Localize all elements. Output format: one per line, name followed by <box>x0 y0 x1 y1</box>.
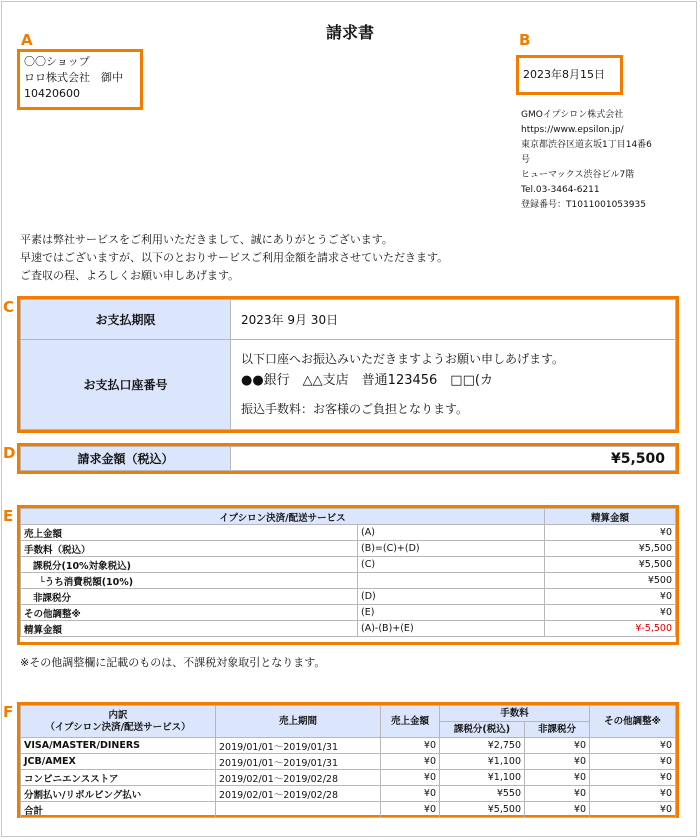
settlement-amount: ¥-5,500 <box>545 621 676 637</box>
settlement-label: └うち消費税額(10%) <box>21 573 358 589</box>
settlement-formula: (B)=(C)+(D) <box>358 541 545 557</box>
breakdown-taxable: ¥1,100 <box>440 770 525 786</box>
greeting-line: 平素は弊社サービスをご利用いただきまして、誠にありがとうございます。 <box>20 233 393 246</box>
breakdown-period: 2019/02/01～2019/02/28 <box>216 770 381 786</box>
header-other: その他調整※ <box>590 706 676 738</box>
settlement-header-amount: 精算金額 <box>545 509 676 525</box>
tax-note: ※その他調整欄に記載のものは、不課税対象取引となります。 <box>20 656 326 669</box>
breakdown-sales: ¥0 <box>381 770 440 786</box>
settlement-label: その他調整※ <box>21 605 358 621</box>
breakdown-item: 合計 <box>21 802 216 818</box>
issuer-company <box>521 108 681 213</box>
total-label: 請求金額（税込） <box>21 447 231 471</box>
total-value: ¥5,500 <box>231 447 676 471</box>
account-number: ●●銀行 △△支店 普通123456 □□(カ <box>241 373 493 388</box>
table-row <box>21 786 676 802</box>
breakdown-table <box>20 705 676 818</box>
header-item <box>21 706 216 738</box>
breakdown-nontax: ¥0 <box>525 754 590 770</box>
account-details <box>231 340 676 430</box>
breakdown-item: コンビニエンスストア <box>21 770 216 786</box>
breakdown-box <box>17 702 679 818</box>
breakdown-other: ¥0 <box>590 802 676 818</box>
table-row <box>21 754 676 770</box>
account-label: お支払口座番号 <box>21 340 231 430</box>
settlement-amount: ¥0 <box>545 525 676 541</box>
settlement-amount: ¥500 <box>545 573 676 589</box>
breakdown-other: ¥0 <box>590 738 676 754</box>
breakdown-taxable: ¥2,750 <box>440 738 525 754</box>
settlement-formula: (A)-(B)+(E) <box>358 621 545 637</box>
total-table <box>20 446 676 471</box>
breakdown-taxable: ¥1,100 <box>440 754 525 770</box>
recipient-company: ロロ株式会社 御中 <box>24 71 123 84</box>
header-fee: 手数料 <box>440 706 590 722</box>
settlement-header-service: イプシロン決済/配送サービス <box>21 509 545 525</box>
settlement-formula: (E) <box>358 605 545 621</box>
transfer-fee-note: 振込手数料：お客様のご負担となります。 <box>241 402 469 416</box>
breakdown-item: 分割払い/リボルビング払い <box>21 786 216 802</box>
breakdown-taxable: ¥550 <box>440 786 525 802</box>
recipient-box <box>17 49 143 110</box>
invoice-title: 請求書 <box>325 23 374 42</box>
breakdown-sales: ¥0 <box>381 786 440 802</box>
account-instruction: 以下口座へお振込みいただきますようお願い申しあげます。 <box>241 352 565 366</box>
company-tel: Tel.03-3464-6211 <box>521 185 600 195</box>
marker-e: E <box>3 507 14 525</box>
breakdown-nontax: ¥0 <box>525 738 590 754</box>
breakdown-other: ¥0 <box>590 786 676 802</box>
total-box <box>17 443 679 474</box>
issue-date: 2023年8月15日 <box>523 68 605 81</box>
settlement-box <box>17 505 679 645</box>
breakdown-item: VISA/MASTER/DINERS <box>21 738 216 754</box>
settlement-formula: (D) <box>358 589 545 605</box>
table-row <box>21 525 676 541</box>
breakdown-period: 2019/01/01～2019/01/31 <box>216 738 381 754</box>
table-row <box>21 573 676 589</box>
company-registration: 登録番号：T1011001053935 <box>521 200 646 210</box>
marker-a: A <box>21 31 33 49</box>
company-url[interactable]: https://www.epsilon.jp/ <box>521 125 624 135</box>
settlement-label: 非課税分 <box>21 589 358 605</box>
header-item-line2: （イプシロン決済/配送サービス） <box>45 721 191 733</box>
breakdown-taxable: ¥5,500 <box>440 802 525 818</box>
settlement-label: 課税分(10%対象税込) <box>21 557 358 573</box>
header-taxable: 課税分(税込) <box>440 722 525 738</box>
breakdown-period: 2019/02/01～2019/02/28 <box>216 786 381 802</box>
settlement-label: 精算金額 <box>21 621 358 637</box>
breakdown-other: ¥0 <box>590 770 676 786</box>
company-address-2: 号 <box>521 155 531 165</box>
greeting-line: 早速ではございますが、以下のとおりサービスご利用金額を請求させていただきます。 <box>20 251 449 264</box>
deadline-value: 2023年 9月 30日 <box>231 300 676 340</box>
settlement-table <box>20 508 676 637</box>
table-row <box>21 557 676 573</box>
breakdown-nontax: ¥0 <box>525 786 590 802</box>
header-item-line1: 内訳 <box>108 709 128 721</box>
settlement-formula: (A) <box>358 525 545 541</box>
settlement-amount: ¥5,500 <box>545 541 676 557</box>
breakdown-sales: ¥0 <box>381 802 440 818</box>
breakdown-period: 2019/01/01～2019/01/31 <box>216 754 381 770</box>
table-row <box>21 738 676 754</box>
header-period: 売上期間 <box>216 706 381 738</box>
payment-info-box <box>17 296 679 433</box>
settlement-amount: ¥0 <box>545 589 676 605</box>
greeting <box>20 231 448 285</box>
header-nontax: 非課税分 <box>525 722 590 738</box>
payment-info-table <box>20 299 676 430</box>
recipient-shop: 〇〇ショップ <box>24 55 90 68</box>
settlement-label: 手数料（税込） <box>21 541 358 557</box>
breakdown-item: JCB/AMEX <box>21 754 216 770</box>
breakdown-nontax: ¥0 <box>525 770 590 786</box>
breakdown-sales: ¥0 <box>381 738 440 754</box>
marker-f: F <box>3 703 14 721</box>
table-row <box>21 589 676 605</box>
issue-date-box <box>516 55 623 95</box>
recipient-id: 10420600 <box>24 87 80 100</box>
marker-d: D <box>3 444 16 462</box>
table-row <box>21 605 676 621</box>
settlement-formula: (C) <box>358 557 545 573</box>
breakdown-nontax: ¥0 <box>525 802 590 818</box>
settlement-label: 売上金額 <box>21 525 358 541</box>
breakdown-other: ¥0 <box>590 754 676 770</box>
settlement-amount: ¥0 <box>545 605 676 621</box>
marker-c: C <box>3 298 15 316</box>
table-row <box>21 621 676 637</box>
breakdown-sales: ¥0 <box>381 754 440 770</box>
settlement-formula <box>358 573 545 589</box>
table-row <box>21 541 676 557</box>
table-row <box>21 802 676 818</box>
header-sales: 売上金額 <box>381 706 440 738</box>
breakdown-period <box>216 802 381 818</box>
settlement-amount: ¥5,500 <box>545 557 676 573</box>
deadline-label: お支払期限 <box>21 300 231 340</box>
company-name: GMOイプシロン株式会社 <box>521 110 624 120</box>
table-row <box>21 770 676 786</box>
greeting-line: ご査収の程、よろしくお願い申しあげます。 <box>20 269 240 282</box>
company-address-1: 東京都渋谷区道玄坂1丁目14番6 <box>521 140 652 150</box>
marker-b: B <box>519 31 531 49</box>
company-address-3: ヒューマックス渋谷ビル7階 <box>521 170 635 180</box>
